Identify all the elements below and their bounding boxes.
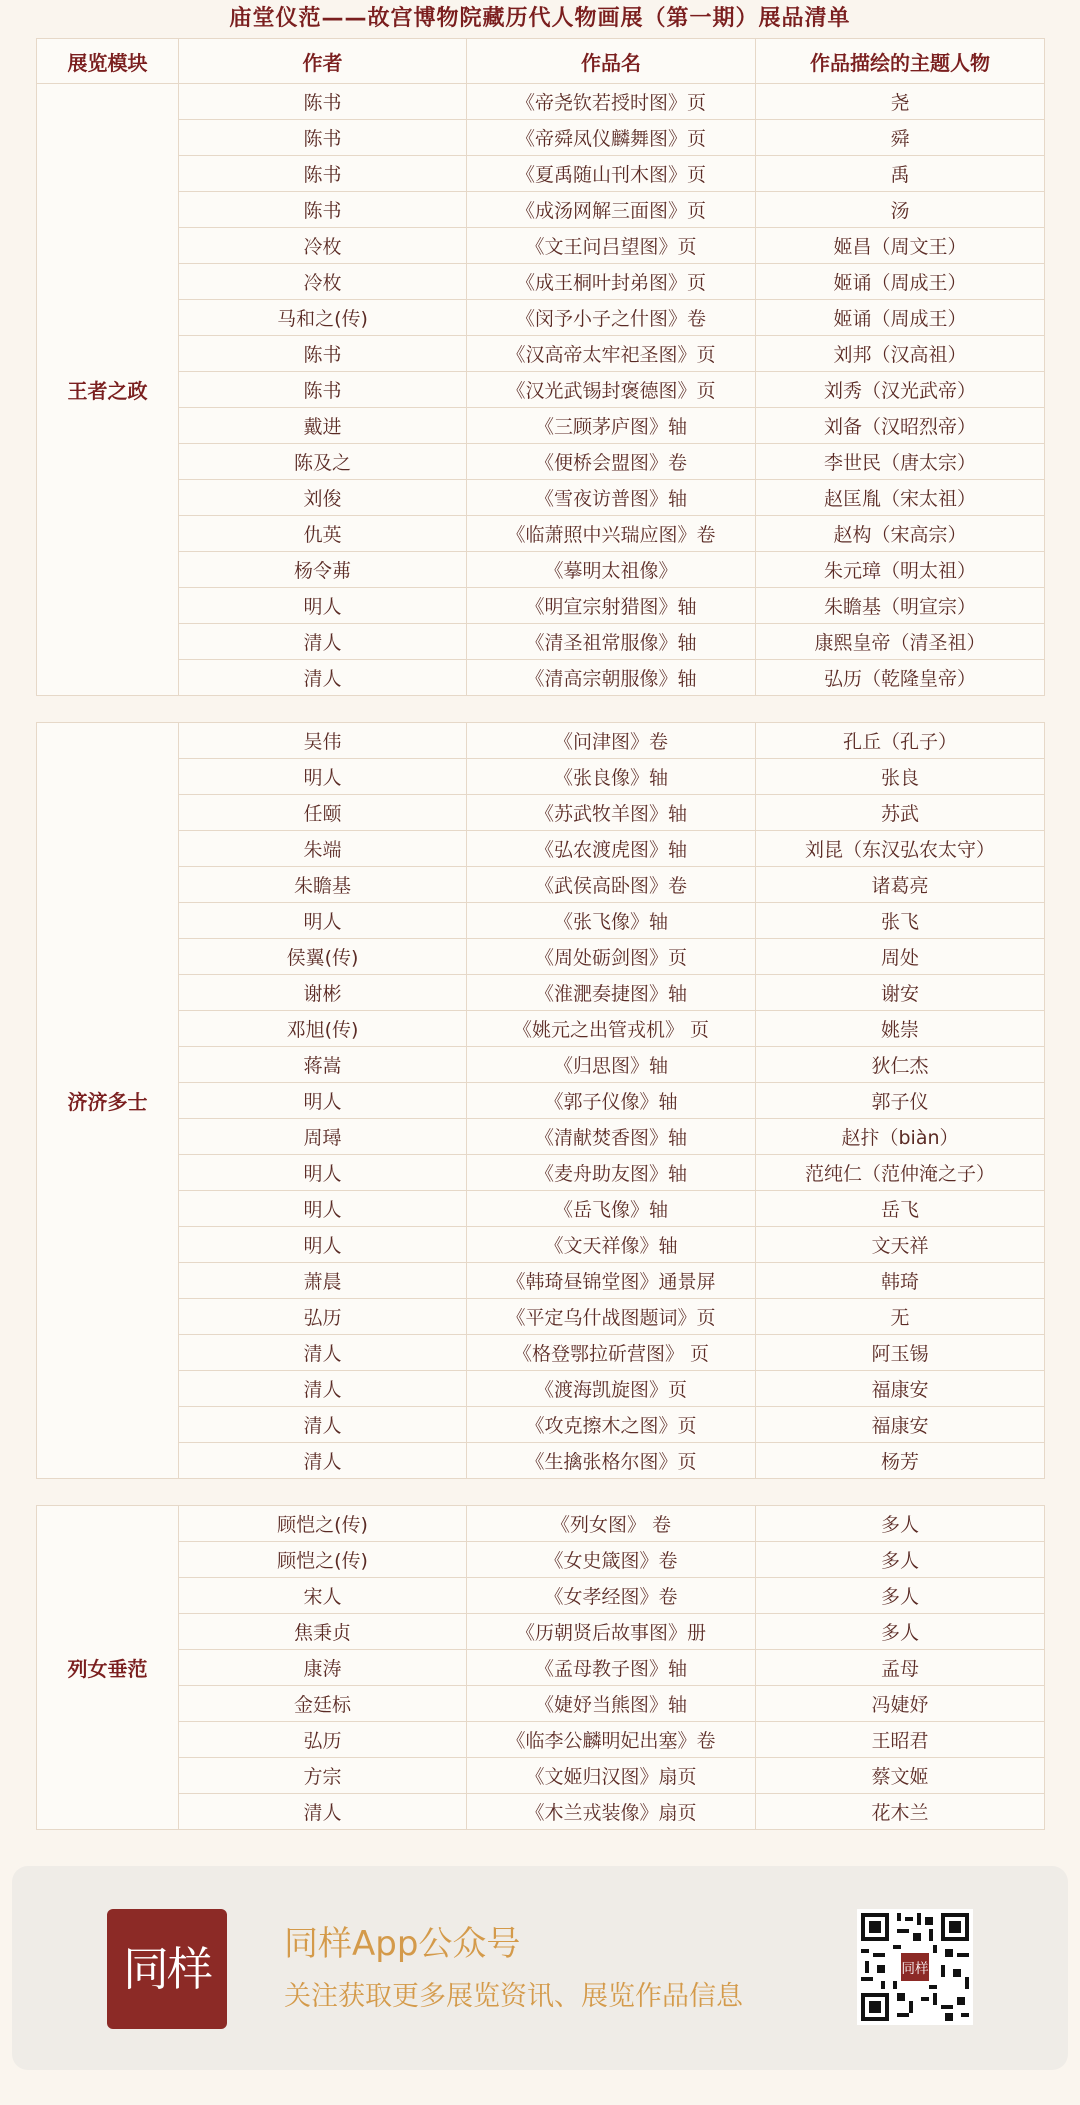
subject-cell: 多人 bbox=[756, 1578, 1045, 1614]
module-label: 王者之政 bbox=[37, 84, 179, 696]
author-cell: 方宗 bbox=[179, 1758, 467, 1794]
table-row bbox=[37, 300, 1045, 336]
author-cell: 萧晨 bbox=[179, 1263, 467, 1299]
work-cell: 《岳飞像》轴 bbox=[467, 1191, 756, 1227]
table-row bbox=[37, 1758, 1045, 1794]
subject-cell: 舜 bbox=[756, 120, 1045, 156]
author-cell: 陈书 bbox=[179, 372, 467, 408]
subject-cell: 杨芳 bbox=[756, 1443, 1045, 1479]
table-row bbox=[37, 795, 1045, 831]
author-cell: 朱瞻基 bbox=[179, 867, 467, 903]
work-cell: 《女孝经图》卷 bbox=[467, 1578, 756, 1614]
subject-cell: 周处 bbox=[756, 939, 1045, 975]
footer-banner bbox=[12, 1866, 1068, 2070]
subject-cell: 弘历（乾隆皇帝） bbox=[756, 660, 1045, 696]
author-cell: 陈书 bbox=[179, 192, 467, 228]
author-cell: 金廷标 bbox=[179, 1686, 467, 1722]
subject-cell: 多人 bbox=[756, 1614, 1045, 1650]
page-title: 庙堂仪范——故宫博物院藏历代人物画展（第一期）展品清单 bbox=[229, 6, 851, 31]
work-cell: 《姚元之出管戎机》 页 bbox=[467, 1011, 756, 1047]
subject-cell: 孟母 bbox=[756, 1650, 1045, 1686]
subject-cell: 汤 bbox=[756, 192, 1045, 228]
author-cell: 清人 bbox=[179, 1443, 467, 1479]
table-row bbox=[37, 372, 1045, 408]
author-cell: 仇英 bbox=[179, 516, 467, 552]
work-cell: 《明宣宗射猎图》轴 bbox=[467, 588, 756, 624]
author-cell: 清人 bbox=[179, 1335, 467, 1371]
subject-cell: 岳飞 bbox=[756, 1191, 1045, 1227]
subject-cell: 朱瞻基（明宣宗） bbox=[756, 588, 1045, 624]
subject-cell: 赵构（宋高宗） bbox=[756, 516, 1045, 552]
work-cell: 《临李公麟明妃出塞》卷 bbox=[467, 1722, 756, 1758]
section-wangzhe bbox=[37, 84, 1045, 696]
table-row bbox=[37, 444, 1045, 480]
author-cell: 邓旭(传) bbox=[179, 1011, 467, 1047]
table-row bbox=[37, 624, 1045, 660]
author-cell: 明人 bbox=[179, 588, 467, 624]
section-lienv bbox=[37, 1506, 1045, 1830]
work-cell: 《文姬归汉图》扇页 bbox=[467, 1758, 756, 1794]
table-row bbox=[37, 1371, 1045, 1407]
table-row bbox=[37, 1227, 1045, 1263]
work-cell: 《渡海凯旋图》页 bbox=[467, 1371, 756, 1407]
table-row bbox=[37, 975, 1045, 1011]
table-row bbox=[37, 1794, 1045, 1830]
table-row bbox=[37, 903, 1045, 939]
subject-cell: 范纯仁（范仲淹之子） bbox=[756, 1155, 1045, 1191]
work-cell: 《婕妤当熊图》轴 bbox=[467, 1686, 756, 1722]
subject-cell: 福康安 bbox=[756, 1371, 1045, 1407]
table-row bbox=[37, 156, 1045, 192]
tongyang-logo-icon: 同样 bbox=[107, 1909, 227, 2029]
table-header-row bbox=[37, 39, 1045, 84]
work-cell: 《帝舜凤仪麟舞图》页 bbox=[467, 120, 756, 156]
table-row bbox=[37, 1299, 1045, 1335]
table-row bbox=[37, 1506, 1045, 1542]
author-cell: 陈及之 bbox=[179, 444, 467, 480]
subject-cell: 姬诵（周成王） bbox=[756, 264, 1045, 300]
table-row bbox=[37, 1407, 1045, 1443]
subject-cell: 赵抃（biàn） bbox=[756, 1119, 1045, 1155]
work-cell: 《格登鄂拉斫营图》 页 bbox=[467, 1335, 756, 1371]
author-cell: 宋人 bbox=[179, 1578, 467, 1614]
work-cell: 《攻克擦木之图》页 bbox=[467, 1407, 756, 1443]
author-cell: 侯翼(传) bbox=[179, 939, 467, 975]
table-row bbox=[37, 588, 1045, 624]
subject-cell: 蔡文姬 bbox=[756, 1758, 1045, 1794]
work-cell: 《汉高帝太牢祀圣图》页 bbox=[467, 336, 756, 372]
table-row bbox=[37, 1542, 1045, 1578]
subject-cell: 康熙皇帝（清圣祖） bbox=[756, 624, 1045, 660]
subject-cell: 孔丘（孔子） bbox=[756, 723, 1045, 759]
author-cell: 清人 bbox=[179, 1371, 467, 1407]
work-cell: 《清献焚香图》轴 bbox=[467, 1119, 756, 1155]
header-subject: 作品描绘的主题人物 bbox=[756, 39, 1045, 84]
work-cell: 《张飞像》轴 bbox=[467, 903, 756, 939]
subject-cell: 无 bbox=[756, 1299, 1045, 1335]
table-row bbox=[37, 1443, 1045, 1479]
subject-cell: 张良 bbox=[756, 759, 1045, 795]
work-cell: 《清圣祖常服像》轴 bbox=[467, 624, 756, 660]
section-jiji bbox=[37, 723, 1045, 1479]
exhibit-table bbox=[36, 38, 1045, 696]
work-cell: 《女史箴图》卷 bbox=[467, 1542, 756, 1578]
subject-cell: 多人 bbox=[756, 1506, 1045, 1542]
author-cell: 陈书 bbox=[179, 156, 467, 192]
work-cell: 《列女图》 卷 bbox=[467, 1506, 756, 1542]
work-cell: 《雪夜访普图》轴 bbox=[467, 480, 756, 516]
table-row bbox=[37, 552, 1045, 588]
table-row bbox=[37, 1578, 1045, 1614]
table-row bbox=[37, 516, 1045, 552]
header-author: 作者 bbox=[179, 39, 467, 84]
work-cell: 《便桥会盟图》卷 bbox=[467, 444, 756, 480]
author-cell: 明人 bbox=[179, 1083, 467, 1119]
table-row bbox=[37, 228, 1045, 264]
table-row bbox=[37, 1191, 1045, 1227]
header-work: 作品名 bbox=[467, 39, 756, 84]
exhibit-table-section-3 bbox=[36, 1505, 1045, 1830]
table-row bbox=[37, 84, 1045, 120]
author-cell: 清人 bbox=[179, 1794, 467, 1830]
work-cell: 《问津图》卷 bbox=[467, 723, 756, 759]
author-cell: 清人 bbox=[179, 660, 467, 696]
table-row bbox=[37, 408, 1045, 444]
subject-cell: 刘秀（汉光武帝） bbox=[756, 372, 1045, 408]
author-cell: 刘俊 bbox=[179, 480, 467, 516]
work-cell: 《汉光武锡封褒德图》页 bbox=[467, 372, 756, 408]
table-row bbox=[37, 192, 1045, 228]
work-cell: 《历朝贤后故事图》册 bbox=[467, 1614, 756, 1650]
subject-cell: 冯婕妤 bbox=[756, 1686, 1045, 1722]
table-row bbox=[37, 831, 1045, 867]
author-cell: 谢彬 bbox=[179, 975, 467, 1011]
table-row bbox=[37, 1650, 1045, 1686]
work-cell: 《帝尧钦若授时图》页 bbox=[467, 84, 756, 120]
module-label: 列女垂范 bbox=[37, 1506, 179, 1830]
subject-cell: 多人 bbox=[756, 1542, 1045, 1578]
work-cell: 《文天祥像》轴 bbox=[467, 1227, 756, 1263]
author-cell: 弘历 bbox=[179, 1299, 467, 1335]
table-row bbox=[37, 1335, 1045, 1371]
subject-cell: 姬昌（周文王） bbox=[756, 228, 1045, 264]
qr-badge-text: 同样 bbox=[901, 1961, 929, 1977]
subject-cell: 谢安 bbox=[756, 975, 1045, 1011]
author-cell: 清人 bbox=[179, 1407, 467, 1443]
table-row bbox=[37, 1155, 1045, 1191]
table-row bbox=[37, 1119, 1045, 1155]
subject-cell: 刘备（汉昭烈帝） bbox=[756, 408, 1045, 444]
table-row bbox=[37, 264, 1045, 300]
work-cell: 《闵予小子之什图》卷 bbox=[467, 300, 756, 336]
author-cell: 明人 bbox=[179, 903, 467, 939]
author-cell: 陈书 bbox=[179, 120, 467, 156]
module-label: 济济多士 bbox=[37, 723, 179, 1479]
author-cell: 周璕 bbox=[179, 1119, 467, 1155]
subject-cell: 刘邦（汉高祖） bbox=[756, 336, 1045, 372]
author-cell: 明人 bbox=[179, 759, 467, 795]
subject-cell: 李世民（唐太宗） bbox=[756, 444, 1045, 480]
subject-cell: 尧 bbox=[756, 84, 1045, 120]
subject-cell: 阿玉锡 bbox=[756, 1335, 1045, 1371]
table-row bbox=[37, 1614, 1045, 1650]
qr-code-icon[interactable] bbox=[857, 1909, 973, 2025]
work-cell: 《麦舟助友图》轴 bbox=[467, 1155, 756, 1191]
work-cell: 《清高宗朝服像》轴 bbox=[467, 660, 756, 696]
subject-cell: 姬诵（周成王） bbox=[756, 300, 1045, 336]
subject-cell: 赵匡胤（宋太祖） bbox=[756, 480, 1045, 516]
subject-cell: 狄仁杰 bbox=[756, 1047, 1045, 1083]
table-row bbox=[37, 1083, 1045, 1119]
work-cell: 《淮淝奏捷图》轴 bbox=[467, 975, 756, 1011]
footer-title: 同样App公众号 bbox=[284, 1924, 521, 1964]
work-cell: 《武侯高卧图》卷 bbox=[467, 867, 756, 903]
footer-subtitle: 关注获取更多展览资讯、展览作品信息 bbox=[284, 1981, 743, 2012]
subject-cell: 文天祥 bbox=[756, 1227, 1045, 1263]
table-row bbox=[37, 723, 1045, 759]
author-cell: 明人 bbox=[179, 1227, 467, 1263]
table-row bbox=[37, 1686, 1045, 1722]
table-row bbox=[37, 759, 1045, 795]
table-row bbox=[37, 1047, 1045, 1083]
table-row bbox=[37, 1263, 1045, 1299]
author-cell: 朱端 bbox=[179, 831, 467, 867]
table-row bbox=[37, 480, 1045, 516]
subject-cell: 郭子仪 bbox=[756, 1083, 1045, 1119]
work-cell: 《摹明太祖像》 bbox=[467, 552, 756, 588]
work-cell: 《孟母教子图》轴 bbox=[467, 1650, 756, 1686]
subject-cell: 苏武 bbox=[756, 795, 1045, 831]
table-row bbox=[37, 1011, 1045, 1047]
subject-cell: 张飞 bbox=[756, 903, 1045, 939]
work-cell: 《木兰戎装像》扇页 bbox=[467, 1794, 756, 1830]
work-cell: 《成王桐叶封弟图》页 bbox=[467, 264, 756, 300]
exhibit-table-section-2 bbox=[36, 722, 1045, 1479]
subject-cell: 诸葛亮 bbox=[756, 867, 1045, 903]
work-cell: 《韩琦昼锦堂图》通景屏 bbox=[467, 1263, 756, 1299]
work-cell: 《临萧照中兴瑞应图》卷 bbox=[467, 516, 756, 552]
subject-cell: 花木兰 bbox=[756, 1794, 1045, 1830]
subject-cell: 福康安 bbox=[756, 1407, 1045, 1443]
table-row bbox=[37, 120, 1045, 156]
work-cell: 《三顾茅庐图》轴 bbox=[467, 408, 756, 444]
author-cell: 任颐 bbox=[179, 795, 467, 831]
work-cell: 《平定乌什战图题词》页 bbox=[467, 1299, 756, 1335]
work-cell: 《文王问吕望图》页 bbox=[467, 228, 756, 264]
work-cell: 《张良像》轴 bbox=[467, 759, 756, 795]
subject-cell: 姚崇 bbox=[756, 1011, 1045, 1047]
author-cell: 冷枚 bbox=[179, 264, 467, 300]
author-cell: 顾恺之(传) bbox=[179, 1542, 467, 1578]
author-cell: 马和之(传) bbox=[179, 300, 467, 336]
author-cell: 吴伟 bbox=[179, 723, 467, 759]
work-cell: 《夏禹随山刊木图》页 bbox=[467, 156, 756, 192]
work-cell: 《成汤网解三面图》页 bbox=[467, 192, 756, 228]
author-cell: 顾恺之(传) bbox=[179, 1506, 467, 1542]
author-cell: 戴进 bbox=[179, 408, 467, 444]
author-cell: 蒋嵩 bbox=[179, 1047, 467, 1083]
work-cell: 《周处砺剑图》页 bbox=[467, 939, 756, 975]
subject-cell: 朱元璋（明太祖） bbox=[756, 552, 1045, 588]
work-cell: 《苏武牧羊图》轴 bbox=[467, 795, 756, 831]
author-cell: 清人 bbox=[179, 624, 467, 660]
author-cell: 康涛 bbox=[179, 1650, 467, 1686]
table-row bbox=[37, 660, 1045, 696]
subject-cell: 韩琦 bbox=[756, 1263, 1045, 1299]
table-row bbox=[37, 939, 1045, 975]
table-row bbox=[37, 867, 1045, 903]
author-cell: 焦秉贞 bbox=[179, 1614, 467, 1650]
subject-cell: 王昭君 bbox=[756, 1722, 1045, 1758]
subject-cell: 禹 bbox=[756, 156, 1045, 192]
work-cell: 《弘农渡虎图》轴 bbox=[467, 831, 756, 867]
author-cell: 陈书 bbox=[179, 84, 467, 120]
table-row bbox=[37, 1722, 1045, 1758]
author-cell: 杨令茀 bbox=[179, 552, 467, 588]
author-cell: 明人 bbox=[179, 1191, 467, 1227]
author-cell: 明人 bbox=[179, 1155, 467, 1191]
work-cell: 《归思图》轴 bbox=[467, 1047, 756, 1083]
work-cell: 《郭子仪像》轴 bbox=[467, 1083, 756, 1119]
table-row bbox=[37, 336, 1045, 372]
author-cell: 弘历 bbox=[179, 1722, 467, 1758]
subject-cell: 刘昆（东汉弘农太守） bbox=[756, 831, 1045, 867]
work-cell: 《生擒张格尔图》页 bbox=[467, 1443, 756, 1479]
header-module: 展览模块 bbox=[37, 39, 179, 84]
author-cell: 冷枚 bbox=[179, 228, 467, 264]
author-cell: 陈书 bbox=[179, 336, 467, 372]
